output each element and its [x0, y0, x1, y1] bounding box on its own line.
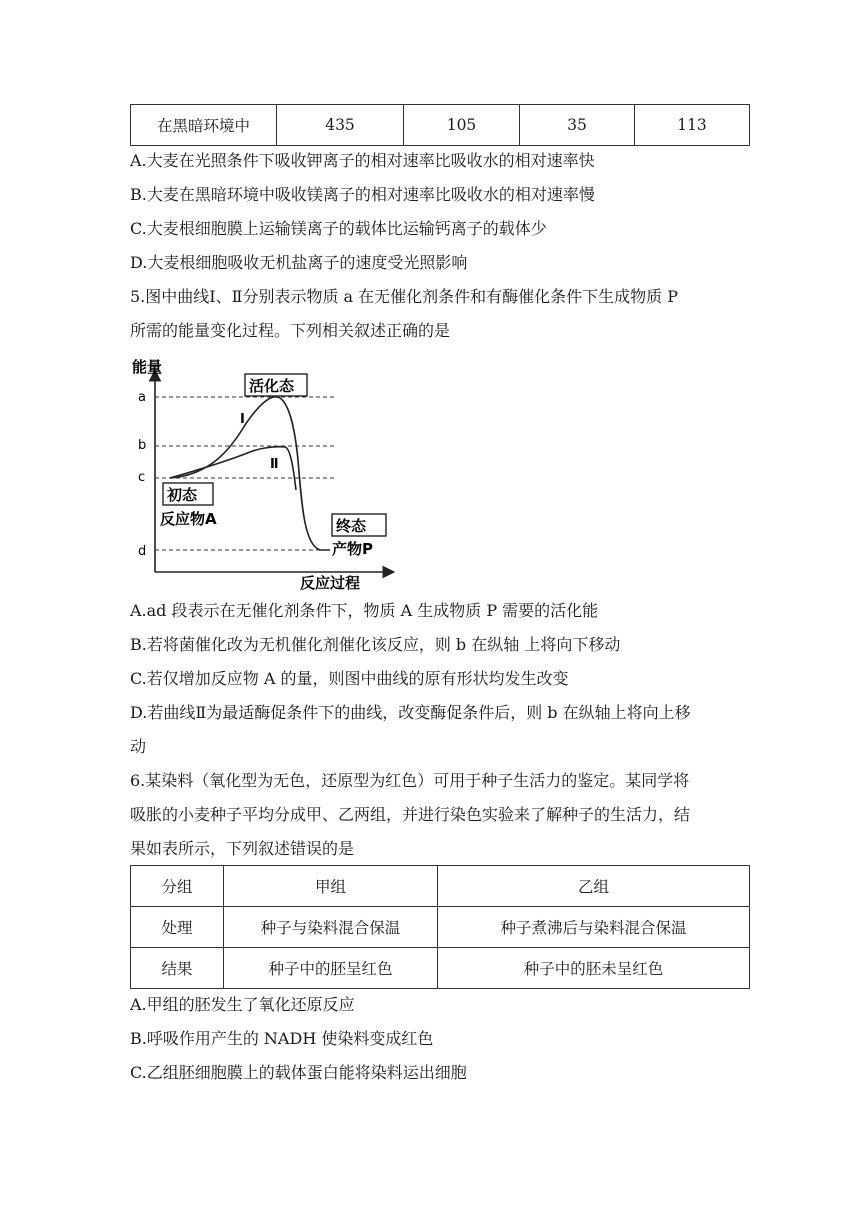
- table-row: [131, 105, 750, 146]
- curve-ii-label: Ⅱ: [270, 457, 279, 472]
- q5-option-c: C.若仅增加反应物 A 的量，则图中曲线的原有形状均发生改变: [130, 669, 569, 688]
- tick-b: b: [138, 438, 147, 453]
- final-state-label: 终态: [336, 517, 367, 535]
- table-cell: 乙组: [438, 866, 750, 907]
- q4-option-b: B.大麦在黑暗环境中吸收镁离子的相对速率比吸收水的相对速率慢: [130, 185, 595, 204]
- table-cell: 在黑暗环境中: [131, 105, 277, 146]
- table-row: [131, 948, 750, 989]
- tick-a: a: [138, 390, 146, 405]
- tick-c: c: [138, 470, 146, 485]
- q6-option-c: C.乙组胚细胞膜上的载体蛋白能将染料运出细胞: [130, 1063, 467, 1082]
- energy-diagram: [130, 350, 400, 590]
- table-cell: 35: [520, 105, 635, 146]
- table-row: [131, 907, 750, 948]
- staining-result-table: [130, 865, 750, 989]
- q6-stem-line3: 果如表所示，下列叙述错误的是: [130, 839, 355, 858]
- y-axis-label: 能量: [132, 358, 163, 376]
- q5-option-a: A.ad 段表示在无催化剂条件下，物质 A 生成物质 P 需要的活化能: [130, 601, 599, 620]
- ion-absorption-table: [130, 104, 750, 146]
- table-cell: 种子中的胚呈红色: [224, 948, 438, 989]
- q6-option-a: A.甲组的胚发生了氧化还原反应: [130, 995, 355, 1014]
- q5-option-d-continued: 动: [130, 737, 147, 756]
- q6-option-b: B.呼吸作用产生的 NADH 使染料变成红色: [130, 1029, 434, 1048]
- table-cell: 种子中的胚未呈红色: [438, 948, 750, 989]
- q4-option-c: C.大麦根细胞膜上运输镁离子的载体比运输钙离子的载体少: [130, 219, 547, 238]
- q5-stem-line2: 所需的能量变化过程。下列相关叙述正确的是: [130, 321, 451, 340]
- table-cell: 甲组: [224, 866, 438, 907]
- q5-option-b: B.若将菌催化改为无机催化剂催化该反应，则 b 在纵轴 上将向下移动: [130, 635, 621, 654]
- q6-stem-line1: 6.某染料（氧化型为无色，还原型为红色）可用于种子生活力的鉴定。某同学将: [130, 771, 690, 790]
- tick-d: d: [138, 544, 147, 559]
- table-cell: 种子与染料混合保温: [224, 907, 438, 948]
- table-cell: 113: [635, 105, 750, 146]
- curve-i-label: Ⅰ: [240, 412, 245, 427]
- table-cell: 种子煮沸后与染料混合保温: [438, 907, 750, 948]
- table-cell: 105: [404, 105, 520, 146]
- table-header-row: [131, 866, 750, 907]
- q4-option-d: D.大麦根细胞吸收无机盐离子的速度受光照影响: [130, 253, 468, 272]
- q5-stem-line1: 5.图中曲线Ⅰ、Ⅱ分别表示物质 a 在无催化剂条件和有酶催化条件下生成物质 P: [130, 287, 679, 306]
- table-cell: 分组: [131, 866, 224, 907]
- table-cell: 结果: [131, 948, 224, 989]
- q5-option-d: D.若曲线Ⅱ为最适酶促条件下的曲线，改变酶促条件后，则 b 在纵轴上将向上移: [130, 703, 691, 722]
- table-cell: 435: [277, 105, 404, 146]
- activated-state-label: 活化态: [249, 377, 295, 395]
- x-axis-label: 反应过程: [300, 574, 361, 590]
- reactant-label: 反应物A: [160, 510, 217, 528]
- product-label: 产物P: [332, 540, 373, 558]
- table-cell: 处理: [131, 907, 224, 948]
- q4-option-a: A.大麦在光照条件下吸收钾离子的相对速率比吸收水的相对速率快: [130, 151, 595, 170]
- q6-stem-line2: 吸胀的小麦种子平均分成甲、乙两组，并进行染色实验来了解种子的生活力，结: [130, 805, 691, 824]
- initial-state-label: 初态: [167, 486, 198, 504]
